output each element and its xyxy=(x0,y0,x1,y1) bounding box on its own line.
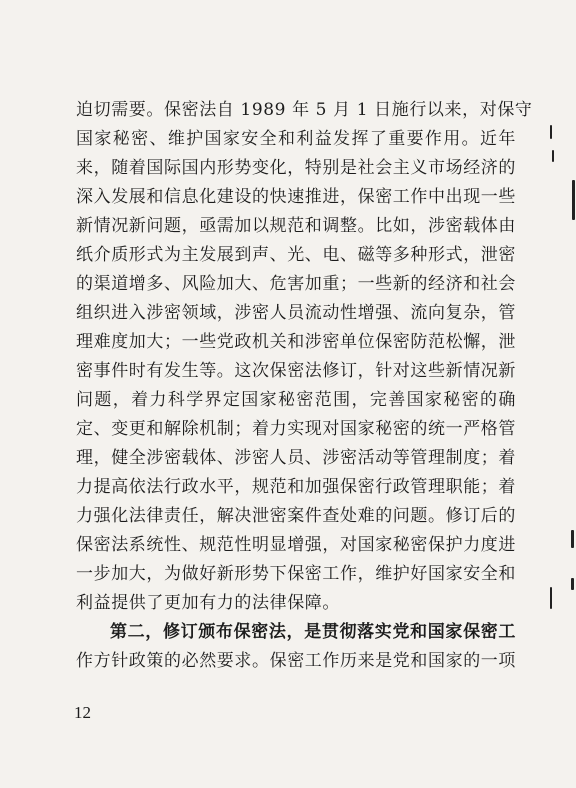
paragraph-1-line-11: 问题，着力科学界定国家秘密范围，完善国家秘密的确 xyxy=(76,390,516,410)
scan-mark xyxy=(571,578,574,590)
paragraph-1-line-16: 保密法系统性、规范性明显增强，对国家秘密保护力度进 xyxy=(76,535,516,555)
paragraph-2-line-2: 作方针政策的必然要求。保密工作历来是党和国家的一项 xyxy=(76,651,516,671)
paragraph-1-line-3: 来，随着国际国内形势变化，特别是社会主义市场经济的 xyxy=(76,158,516,178)
paragraph-1-line-17: 一步加大，为做好新形势下保密工作，维护好国家安全和 xyxy=(76,564,516,584)
paragraph-2-line-1: 第二，修订颁布保密法，是贯彻落实党和国家保密工 xyxy=(110,622,516,642)
paragraph-1-line-2: 国家秘密、维护国家安全和利益发挥了重要作用。近年 xyxy=(76,129,516,149)
paragraph-1-line-15: 力强化法律责任，解决泄密案件查处难的问题。修订后的 xyxy=(76,506,516,526)
paragraph-1-line-8: 组织进入涉密领域，涉密人员流动性增强、流向复杂，管 xyxy=(76,303,516,323)
scan-mark xyxy=(572,180,575,220)
paragraph-1-line-5: 新情况新问题，亟需加以规范和调整。比如，涉密载体由 xyxy=(76,216,516,236)
paragraph-1-line-6: 纸介质形式为主发展到声、光、电、磁等多种形式，泄密 xyxy=(76,245,516,265)
paragraph-1-line-1: 迫切需要。保密法自 1989 年 5 月 1 日施行以来，对保守 xyxy=(76,100,533,120)
paragraph-1-line-7: 的渠道增多、风险加大、危害加重；一些新的经济和社会 xyxy=(76,274,516,294)
scan-mark xyxy=(571,530,574,548)
paragraph-1-line-13: 理，健全涉密载体、涉密人员、涉密活动等管理制度；着 xyxy=(76,448,516,468)
paragraph-1-line-14: 力提高依法行政水平，规范和加强保密行政管理职能；着 xyxy=(76,477,516,497)
body-text xyxy=(76,96,533,676)
paragraph-1-line-9: 理难度加大；一些党政机关和涉密单位保密防范松懈，泄 xyxy=(76,332,516,352)
scan-mark xyxy=(550,125,552,139)
paragraph-1-line-12: 定、变更和解除机制；着力实现对国家秘密的统一严格管 xyxy=(76,419,516,439)
scan-mark xyxy=(550,587,552,609)
scan-mark xyxy=(552,150,554,162)
paragraph-1-line-18: 利益提供了更加有力的法律保障。 xyxy=(76,593,340,613)
page-number: 12 xyxy=(74,703,91,722)
paragraph-1-line-4: 深入发展和信息化建设的快速推进，保密工作中出现一些 xyxy=(76,187,516,207)
paragraph-1-line-10: 密事件时有发生等。这次保密法修订，针对这些新情况新 xyxy=(76,361,516,381)
